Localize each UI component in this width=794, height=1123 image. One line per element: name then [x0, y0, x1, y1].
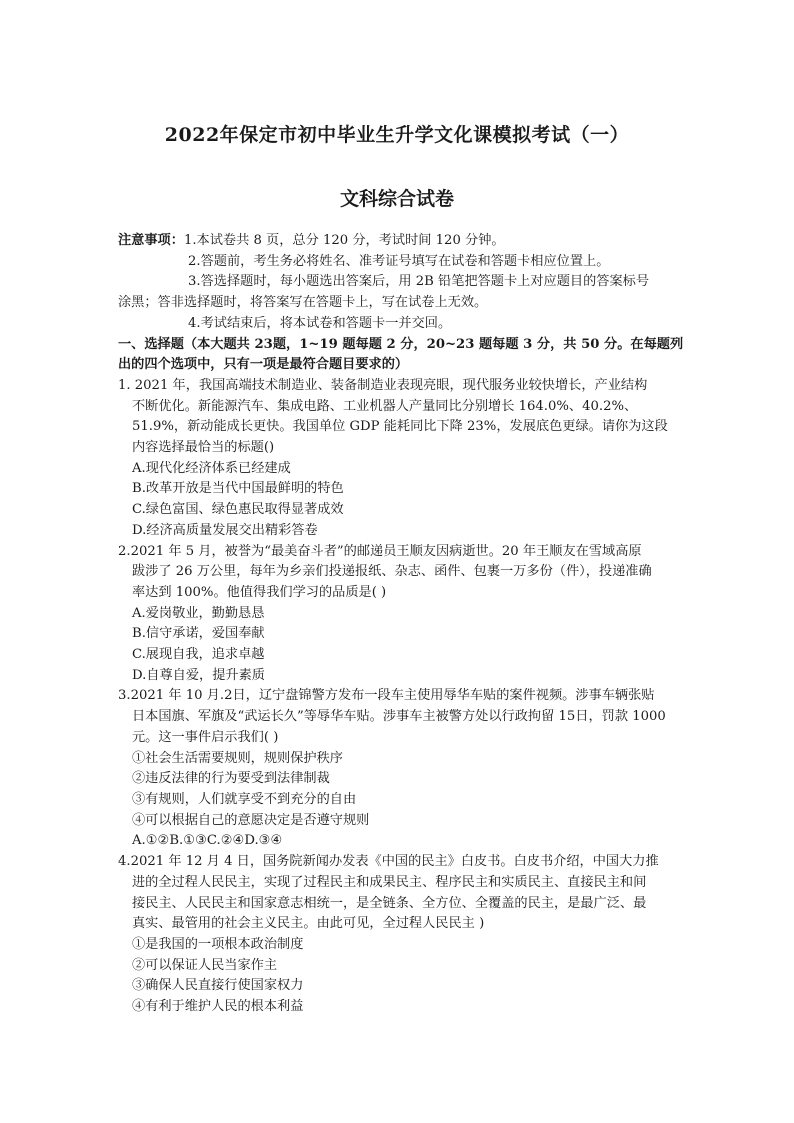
question-stem-line: 51.9%，新动能成长更快。我国单位 GDP 能耗同比下降 23%，发展底色更绿。请你为这段: [132, 419, 668, 435]
notice-item-4: 4.考试结束后，将本试卷和答题卡一并交回。: [188, 315, 452, 331]
option-a: A.爱岗敬业，勤勤恳恳: [132, 605, 265, 621]
option-d: D.经济高质量发展交出精彩答卷: [132, 522, 318, 538]
notice-item-2: 2.答题前，考生务必将姓名、准考证号填写在试卷和答题卡相应位置上。: [188, 253, 610, 269]
statement-3: ③确保人民直接行使国家权力: [132, 978, 304, 994]
question-stem-line: 3.2021 年 10 月.2日，辽宁盘锦警方发布一段车主使用辱华车贴的案件视频。涉事车辆张贴: [118, 688, 655, 704]
answer-choices: A.①②B.①③C.②④D.③④: [132, 833, 283, 849]
question-stem-line: 2.2021 年 5 月，被誉为“最美奋斗者”的邮递员王顺友因病逝世。20 年王顺友在雪域高原: [118, 543, 642, 559]
question-stem-line: 日本国旗、军旗及“武运长久”等辱华车贴。涉事车主被警方处以行政拘留 15日，罚款 1000: [132, 709, 666, 725]
option-c: C.展现自我，追求卓越: [132, 647, 265, 663]
question-stem-line: 元。这一事件启示我们( ): [132, 729, 279, 745]
question-1: [118, 376, 678, 542]
question-stem-line: 接民主、人民民主和国家意志相统一，是全链条、全方位、全覆盖的民主，是最广泛、最: [132, 895, 647, 911]
question-stem-line: 内容选择最恰当的标题(): [132, 440, 275, 456]
notice-label: 注意事项：: [118, 233, 184, 248]
statement-3: ③有规则，人们就享受不到充分的自由: [132, 791, 357, 807]
question-stem-line: 跋涉了 26 万公里，每年为乡亲们投递报纸、杂志、函件、包裹一万多份（件），投递准确: [132, 564, 652, 580]
question-stem-line: 不断优化。新能源汽车、集成电路、工业机器人产量同比分别增长 164.0%、40.2%、: [132, 398, 638, 414]
question-stem-line: 真实、最管用的社会主义民主。由此可见，全过程人民民主 ): [132, 916, 485, 932]
exam-body: [118, 231, 684, 1018]
option-d: D.自尊自爱，提升素质: [132, 667, 265, 683]
statement-4: ④可以根据自己的意愿决定是否遵守规则: [132, 812, 370, 828]
notice-item-3-line-1: 3.答选择题时，每小题选出答案后，用 2B 铅笔把答题卡上对应题目的答案标号: [188, 274, 650, 290]
statement-4: ④有利于维护人民的根本利益: [132, 999, 304, 1015]
question-stem-line: 4.2021 年 12 月 4 日，国务院新闻办发表《中国的民主》白皮书。白皮书介绍，中国大力推: [118, 854, 659, 870]
notice-item-3-line-2: 涂黑；答非选择题时，将答案写在答题卡上，写在试卷上无效。: [118, 295, 488, 311]
option-b: B.改革开放是当代中国最鲜明的特色: [132, 481, 344, 497]
notice-item-1: 1.本试卷共 8 页，总分 120 分，考试时间 120 分钟。: [183, 233, 505, 248]
question-4: [118, 852, 678, 1018]
exam-title: 2022年保定市初中毕业生升学文化课模拟考试（一）: [164, 124, 630, 146]
statement-2: ②违反法律的行为要受到法律制裁: [132, 771, 330, 787]
question-stem-line: 1. 2021 年，我国高端技术制造业、装备制造业表现亮眼，现代服务业较快增长，产业结构: [118, 377, 648, 393]
option-b: B.信守承诺，爱国奉献: [132, 626, 265, 642]
option-c: C.绿色富国、绿色惠民取得显著成效: [132, 502, 344, 518]
statement-1: ①是我国的一项根本政治制度: [132, 936, 304, 952]
statement-1: ①社会生活需要规则，规则保护秩序: [132, 750, 343, 766]
section-heading-line-2: 出的四个选项中，只有一项是最符合题目要求的）: [118, 357, 409, 373]
section-heading-line-1: 一、选择题（本大题共 23题，1~19 题每题 2 分，20~23 题每题 3 分，共 50 分。在每题列: [118, 336, 684, 352]
question-stem-line: 率达到 100%。他值得我们学习的品质是( ): [132, 584, 387, 600]
question-stem-line: 进的全过程人民民主，实现了过程民主和成果民主、程序民主和实质民主、直接民主和间: [132, 874, 647, 890]
notice-line-1: [118, 231, 678, 252]
statement-2: ②可以保证人民当家作主: [132, 957, 278, 973]
question-3: [118, 686, 678, 852]
question-2: [118, 542, 678, 687]
exam-subtitle: 文科综合试卷: [339, 188, 454, 210]
option-a: A.现代化经济体系已经建成: [132, 460, 291, 476]
